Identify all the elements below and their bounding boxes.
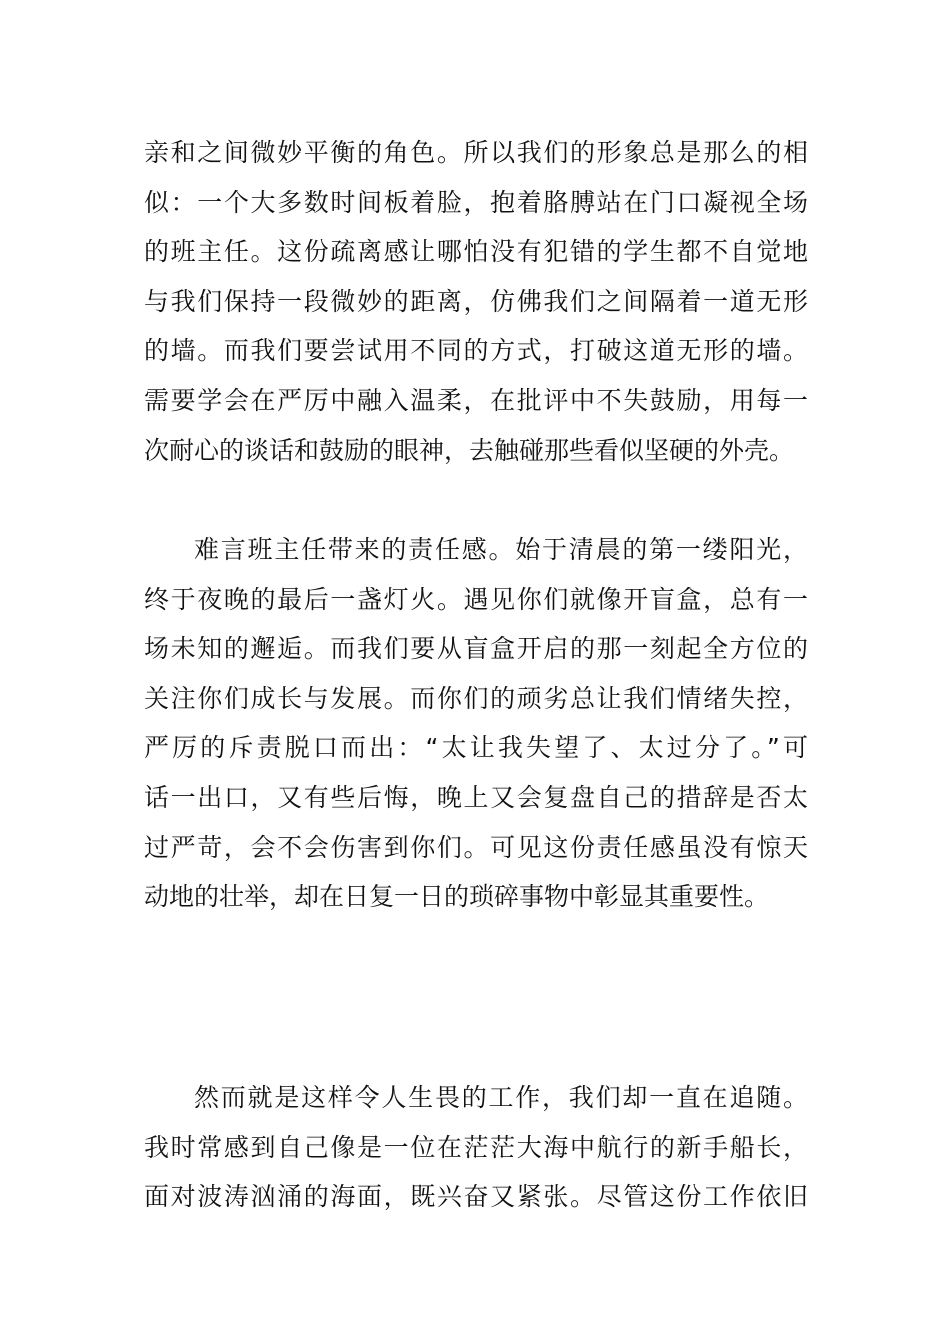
text-line: 的班主任。这份疏离感让哪怕没有犯错的学生都不自觉地 [144, 237, 808, 267]
text-line: 场未知的邂逅。而我们要从盲盒开启的那一刻起全方位的 [144, 634, 808, 664]
text-line: 次耐心的谈话和鼓励的眼神，去触碰那些看似坚硬的外壳。 [144, 435, 795, 465]
text-line: 动地的壮举，却在日复一日的琐碎事物中彰显其重要性。 [144, 882, 770, 912]
text-line: 关注你们成长与发展。而你们的顽劣总让我们情绪失控， [144, 683, 808, 713]
paragraph-1 [144, 128, 808, 475]
text-line: 话一出口，又有些后悔，晚上又会复盘自己的措辞是否太 [144, 782, 808, 812]
text-line: 严厉的斥责脱口而出：“太让我失望了、太过分了。”可 [144, 733, 808, 763]
text-line: 面对波涛汹涌的海面，既兴奋又紧张。尽管这份工作依旧 [144, 1182, 808, 1212]
text-line: 亲和之间微妙平衡的角色。所以我们的形象总是那么的相 [144, 138, 808, 167]
paragraph-2 [144, 525, 808, 922]
text-line: 过严苛，会不会伤害到你们。可见这份责任感虽没有惊天 [144, 832, 808, 862]
text-line: 的墙。而我们要尝试用不同的方式，打破这道无形的墙。 [144, 336, 808, 366]
text-line: 与我们保持一段微妙的距离，仿佛我们之间隔着一道无形 [144, 286, 808, 316]
text-line: 然而就是这样令人生畏的工作，我们却一直在追随。 [194, 1083, 808, 1112]
text-line: 似：一个大多数时间板着脸，抱着胳膊站在门口凝视全场 [144, 187, 808, 217]
text-line: 难言班主任带来的责任感。始于清晨的第一缕阳光， [194, 535, 808, 564]
text-line: 我时常感到自己像是一位在茫茫大海中航行的新手船长， [144, 1132, 808, 1162]
paragraph-3 [144, 1073, 808, 1222]
text-line: 终于夜晚的最后一盏灯火。遇见你们就像开盲盒，总有一 [144, 584, 808, 614]
text-line: 需要学会在严厉中融入温柔，在批评中不失鼓励，用每一 [144, 385, 808, 415]
